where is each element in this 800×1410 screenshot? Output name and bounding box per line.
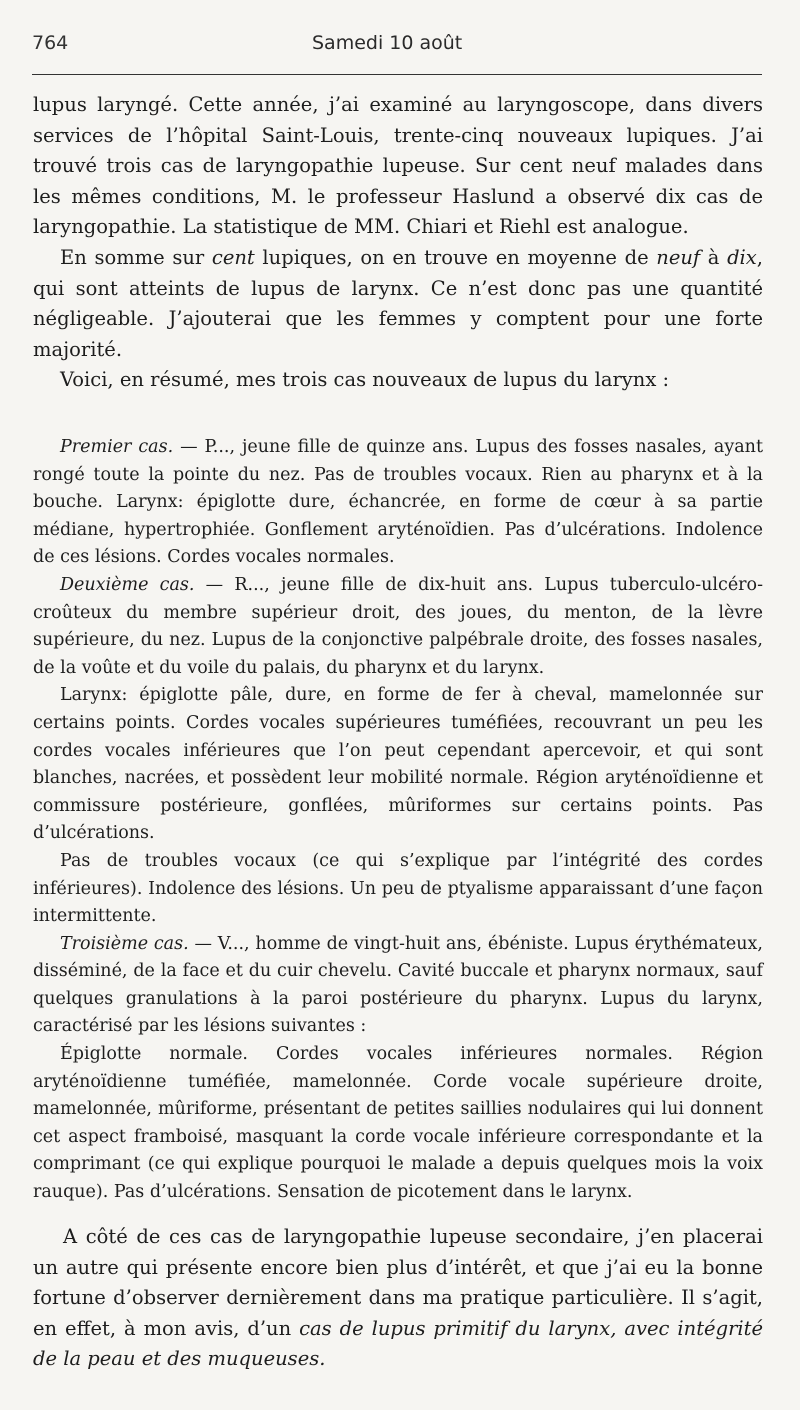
case-3-lesions: Épiglotte normale. Cordes vocales inférieures normales. Région aryténoïdienne tuméfiée, mamelonnée. Corde vocale supérieure droite, mamelonnée, mûriforme, présentant de petites saillies nodulaires qui lui donnent cet aspect framboisé, masquant la corde vocale inférieure correspondante et la comprimant (ce qui explique pourquoi le malade a depuis quelques mois la voix rauque). Pas d’ulcérations. Sensation de picotement dans le larynx. [33,1044,763,1203]
page-number: 764 [32,32,69,54]
header-rule [32,74,762,75]
case-1 [33,434,763,572]
running-title: Samedi 10 août [312,32,463,54]
closing-italic: cas de lupus primitif du larynx, avec intégrité de la peau et des muqueuses. [33,1316,763,1370]
case-1-text: — P..., jeune fille de quinze ans. Lupus des fosses nasales, ayant rongé toute la pointe du nez. Pas de troubles vocaux. Rien au pharynx et à la bouche. Larynx: épiglotte dure, échancrée, en forme de cœur à sa partie médiane, hypertrophiée. Gonflement aryténoïdien. Pas d’ulcérations. Indolence de ces lésions. Cordes vocales normales. [33,437,763,568]
page-header [32,32,762,60]
intro-paragraph-1: lupus laryngé. Cette année, j’ai examiné au laryngoscope, dans divers services de l’hôpital Saint-Louis, trente-cinq nouveaux lupiques. J’ai trouvé trois cas de laryngopathie lupeuse. Sur cent neuf malades dans les mêmes conditions, M. le professeur Haslund a observé dix cas de laryngopathie. La statistique de MM. Chiari et Riehl est analogue. [33,93,763,239]
case-2-larynx: Larynx: épiglotte pâle, dure, en forme de fer à cheval, mamelonnée sur certains points. Cordes vocales supérieures tuméfiées, recouvrant un peu les cordes vocales inférieures que l’on peut cependant apercevoir, et qui sont blanches, nacrées, et possèdent leur mobilité normale. Région aryténoïdienne et commissure postérieure, gonflées, mûriformes sur certains points. Pas d’ulcérations. [33,685,763,844]
case-3-label: Troisième cas. [60,933,189,954]
intro-section [33,90,763,396]
case-reports [33,434,763,1207]
text-run: , qui sont atteints de lupus de larynx. Ce n’est donc pas une quantité négligeable. J’ajouterai que les femmes y comptent pour une forte majorité. [33,245,763,361]
text-run: lupiques, on en trouve en moyenne de [254,245,657,269]
intro-paragraph-2 [33,243,763,365]
closing-text: A côté de ces cas de laryngopathie lupeuse secondaire, j’en placerai un autre qui présente encore bien plus d’intérêt, et que j’ai eu la bonne fortune d’observer dernièrement dans ma pratique particulière. Il s’agit, en effet, à mon avis, d’un [33,1225,763,1340]
case-3-text: — V..., homme de vingt-huit ans, ébéniste. Lupus érythémateux, disséminé, de la face et du cuir chevelu. Cavité buccale et pharynx normaux, sauf quelques granulations à la paroi postérieure du pharynx. Lupus du larynx, caractérisé par les lésions suivantes : [33,933,763,1037]
case-2-symptoms: Pas de troubles vocaux (ce qui s’explique par l’intégrité des cordes inférieures). Indolence des lésions. Un peu de ptyalisme apparaissant d’une façon intermittente. [33,850,763,927]
text-run: En somme sur [60,245,212,269]
italic-run: neuf [656,245,701,269]
case-2-label: Deuxième cas. [60,574,195,595]
text-run: à [700,245,728,269]
intro-paragraph-3: Voici, en résumé, mes trois cas nouveaux de lupus du larynx : [60,368,670,392]
closing-paragraph [33,1222,763,1375]
case-3 [33,931,763,1041]
case-2 [33,572,763,682]
closing-section [33,1222,763,1375]
case-1-label: Premier cas. [60,437,174,457]
case-2-text: — R..., jeune fille de dix-huit ans. Lupus tuberculo-ulcéro-croûteux du membre supérieur droit, des joues, du menton, de la lèvre supérieure, du nez. Lupus de la conjonctive palpébrale droite, des fosses nasales, de la voûte et du voile du palais, du pharynx et du larynx. [33,574,763,678]
italic-run: cent [211,245,255,269]
italic-run: dix [727,245,757,269]
